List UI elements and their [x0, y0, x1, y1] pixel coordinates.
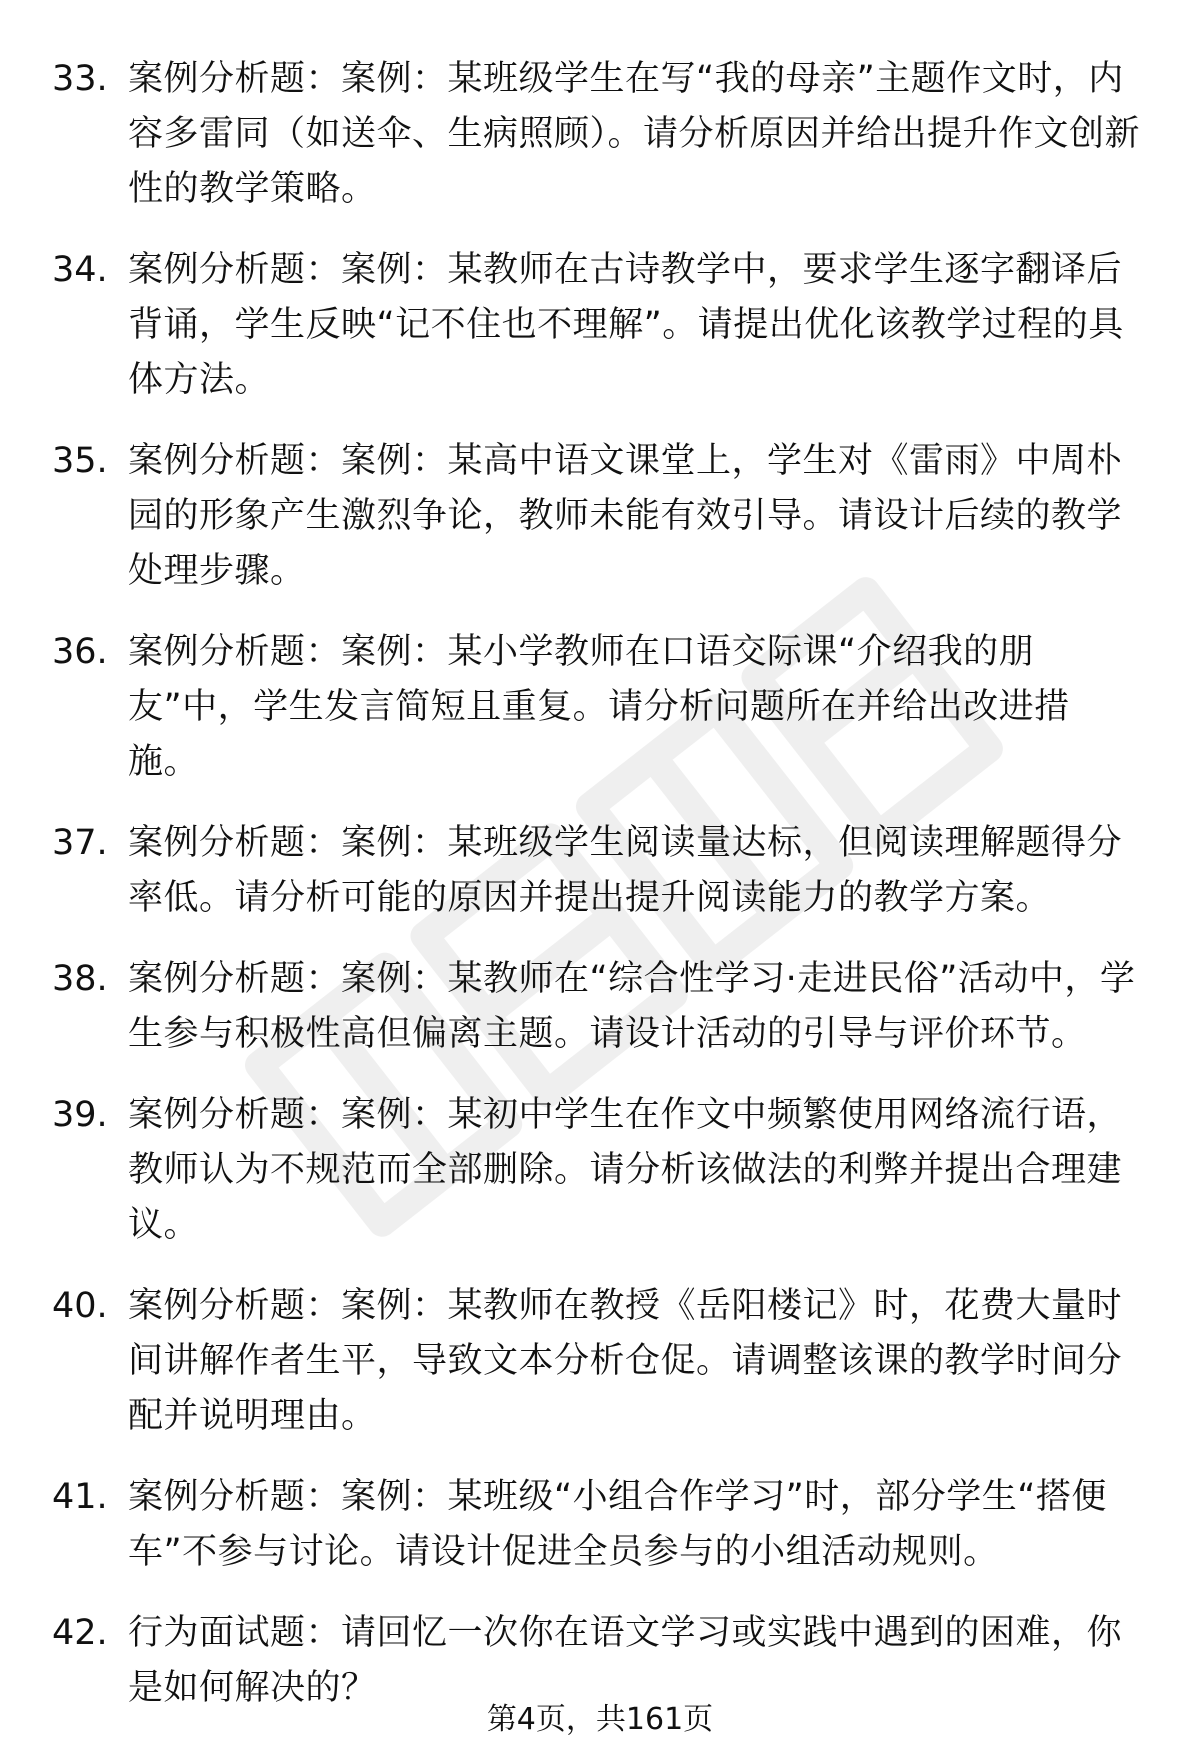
question-item [0, 952, 1200, 1062]
question-item [0, 625, 1200, 790]
question-item [0, 1279, 1200, 1444]
question-text: 案例分析题：案例：某小学教师在口语交际课“介绍我的朋友”中，学生发言简短且重复。请分析问题所在并给出改进措施。 [128, 632, 1070, 782]
question-number: 34. [52, 250, 108, 290]
question-text: 案例分析题：案例：某班级学生在写“我的母亲”主题作文时，内容多雷同（如送伞、生病照顾）。请分析原因并给出提升作文创新性的教学策略。 [128, 59, 1141, 209]
question-number: 35. [52, 441, 108, 481]
question-number: 39. [52, 1095, 108, 1135]
question-text: 案例分析题：案例：某教师在教授《岳阳楼记》时，花费大量时间讲解作者生平，导致文本分析仓促。请调整该课的教学时间分配并说明理由。 [128, 1286, 1123, 1436]
question-item [0, 243, 1200, 408]
question-number: 42. [52, 1613, 108, 1653]
question-text: 案例分析题：案例：某班级学生阅读量达标，但阅读理解题得分率低。请分析可能的原因并提出提升阅读能力的教学方案。 [128, 823, 1123, 918]
question-text: 行为面试题：请回忆一次你在语文学习或实践中遇到的困难，你是如何解决的？ [128, 1613, 1123, 1708]
question-number: 36. [52, 632, 108, 672]
page-footer: 第4页，共161页 [486, 1702, 714, 1737]
question-text: 案例分析题：案例：某班级“小组合作学习”时，部分学生“搭便车”不参与讨论。请设计促进全员参与的小组活动规则。 [128, 1477, 1107, 1572]
question-number: 40. [52, 1286, 108, 1326]
question-number: 38. [52, 959, 108, 999]
question-text: 案例分析题：案例：某初中学生在作文中频繁使用网络流行语，教师认为不规范而全部删除。请分析该做法的利弊并提出合理建议。 [128, 1095, 1123, 1245]
question-item [0, 816, 1200, 926]
question-text: 案例分析题：案例：某教师在古诗教学中，要求学生逐字翻译后背诵，学生反映“记不住也不理解”。请提出优化该教学过程的具体方法。 [128, 250, 1124, 400]
question-item [0, 434, 1200, 599]
question-item [0, 52, 1200, 217]
question-item [0, 1088, 1200, 1253]
question-text: 案例分析题：案例：某高中语文课堂上，学生对《雷雨》中周朴园的形象产生激烈争论，教师未能有效引导。请设计后续的教学处理步骤。 [128, 441, 1123, 591]
question-number: 37. [52, 823, 108, 863]
question-item [0, 1470, 1200, 1580]
question-number: 33. [52, 59, 108, 99]
question-number: 41. [52, 1477, 108, 1517]
question-text: 案例分析题：案例：某教师在“综合性学习·走进民俗”活动中，学生参与积极性高但偏离主题。请设计活动的引导与评价环节。 [128, 959, 1136, 1054]
question-list [0, 52, 1200, 1742]
